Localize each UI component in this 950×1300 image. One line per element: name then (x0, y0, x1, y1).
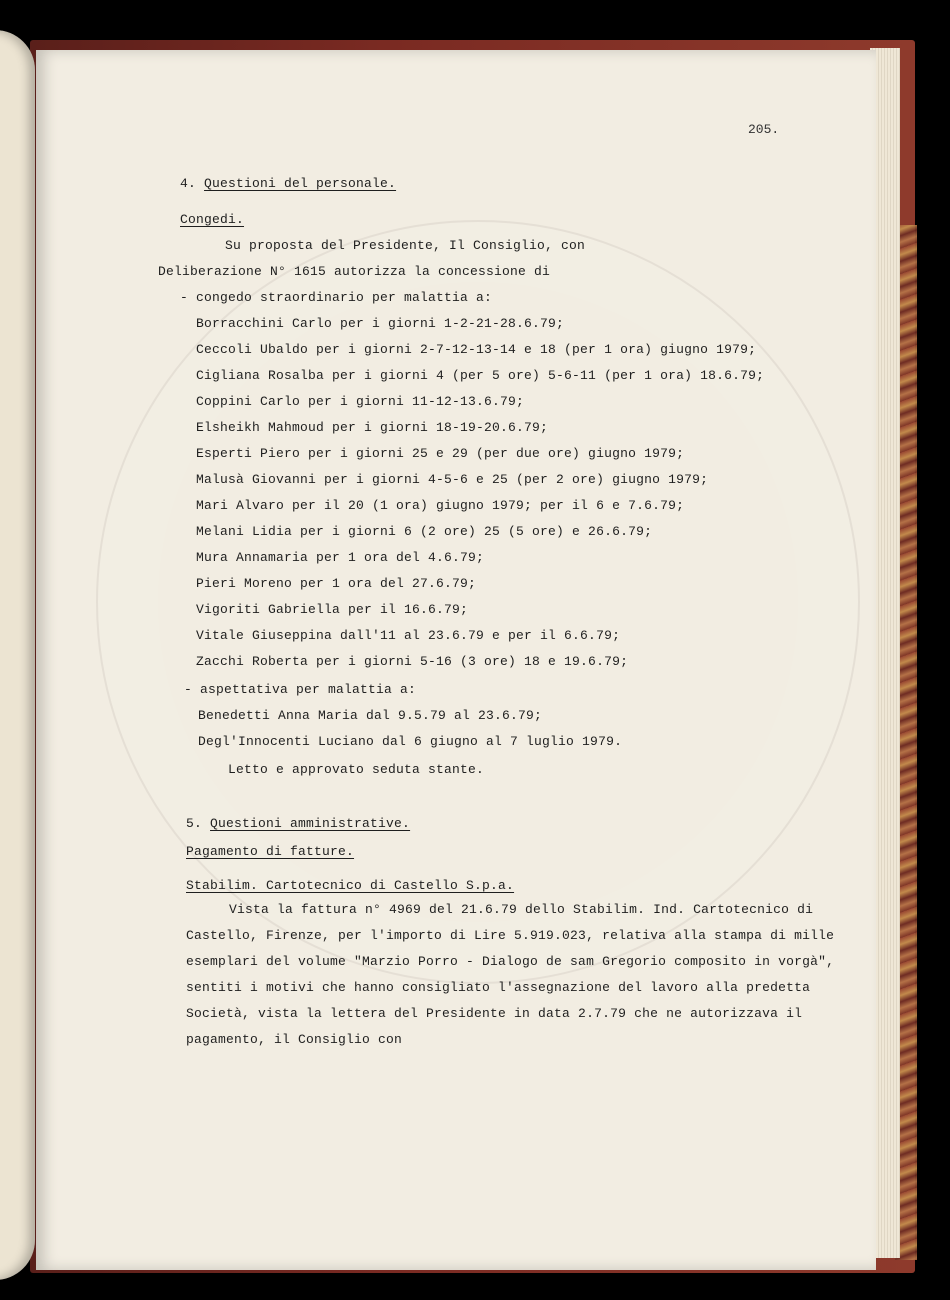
document-page (36, 50, 876, 1270)
leave-type-heading-2: - aspettativa per malattia a: (184, 682, 417, 697)
intro-line-2: Deliberazione N° 1615 autorizza la concessione di (158, 264, 551, 279)
list-item: Benedetti Anna Maria dal 9.5.79 al 23.6.79; (198, 708, 543, 723)
page-number: 205. (748, 122, 780, 137)
leave-type-heading: - congedo straordinario per malattia a: (180, 290, 493, 305)
list-item: Melani Lidia per i giorni 6 (2 ore) 25 (5 ore) e 26.6.79; (196, 524, 653, 539)
previous-page-curl (0, 30, 35, 1280)
section5-subheading: Pagamento di fatture. (186, 844, 355, 859)
section4-subheading: Congedi. (180, 212, 245, 227)
body-line: Castello, Firenze, per l'importo di Lire 5.919.023, relativa alla stampa di mille (186, 928, 835, 943)
body-line: esemplari del volume "Marzio Porro - Dialogo de sam Gregorio composito in vorgà", (186, 954, 835, 969)
list-item: Vitale Giuseppina dall'11 al 23.6.79 e per il 6.6.79; (196, 628, 621, 643)
list-item: Zacchi Roberta per i giorni 5-16 (3 ore) 18 e 19.6.79; (196, 654, 629, 669)
section5-subheading-2: Stabilim. Cartotecnico di Castello S.p.a. (186, 878, 515, 893)
list-item: Mura Annamaria per 1 ora del 4.6.79; (196, 550, 485, 565)
list-item: Coppini Carlo per i giorni 11-12-13.6.79; (196, 394, 525, 409)
intro-line-1: Su proposta del Presidente, Il Consiglio, con (225, 238, 586, 253)
list-item: Malusà Giovanni per i giorni 4-5-6 e 25 (per 2 ore) giugno 1979; (196, 472, 709, 487)
body-line: pagamento, il Consiglio con (186, 1032, 403, 1047)
list-item: Esperti Piero per i giorni 25 e 29 (per due ore) giugno 1979; (196, 446, 685, 461)
list-item: Cigliana Rosalba per i giorni 4 (per 5 ore) 5-6-11 (per 1 ora) 18.6.79; (196, 368, 765, 383)
closing-line: Letto e approvato seduta stante. (228, 762, 485, 777)
section5-heading (186, 816, 410, 831)
list-item: Vigoriti Gabriella per il 16.6.79; (196, 602, 469, 617)
body-line: Vista la fattura n° 4969 del 21.6.79 dello Stabilim. Ind. Cartotecnico di (229, 902, 814, 917)
list-item: Borracchini Carlo per i giorni 1-2-21-28.6.79; (196, 316, 565, 331)
section4-title: Questioni del personale. (204, 176, 397, 191)
list-item: Pieri Moreno per 1 ora del 27.6.79; (196, 576, 477, 591)
section4-heading (180, 176, 396, 191)
section5-number: 5. (186, 816, 203, 831)
list-item: Ceccoli Ubaldo per i giorni 2-7-12-13-14 e 18 (per 1 ora) giugno 1979; (196, 342, 757, 357)
body-line: Società, vista la lettera del Presidente in data 2.7.79 che ne autorizzava il (186, 1006, 803, 1021)
section5-title: Questioni amministrative. (210, 816, 411, 831)
section4-number: 4. (180, 176, 197, 191)
list-item: Degl'Innocenti Luciano dal 6 giugno al 7 luglio 1979. (198, 734, 623, 749)
list-item: Elsheikh Mahmoud per i giorni 18-19-20.6.79; (196, 420, 549, 435)
body-line: sentiti i motivi che hanno consigliato l'assegnazione del lavoro alla predetta (186, 980, 811, 995)
list-item: Mari Alvaro per il 20 (1 ora) giugno 1979; per il 6 e 7.6.79; (196, 498, 685, 513)
